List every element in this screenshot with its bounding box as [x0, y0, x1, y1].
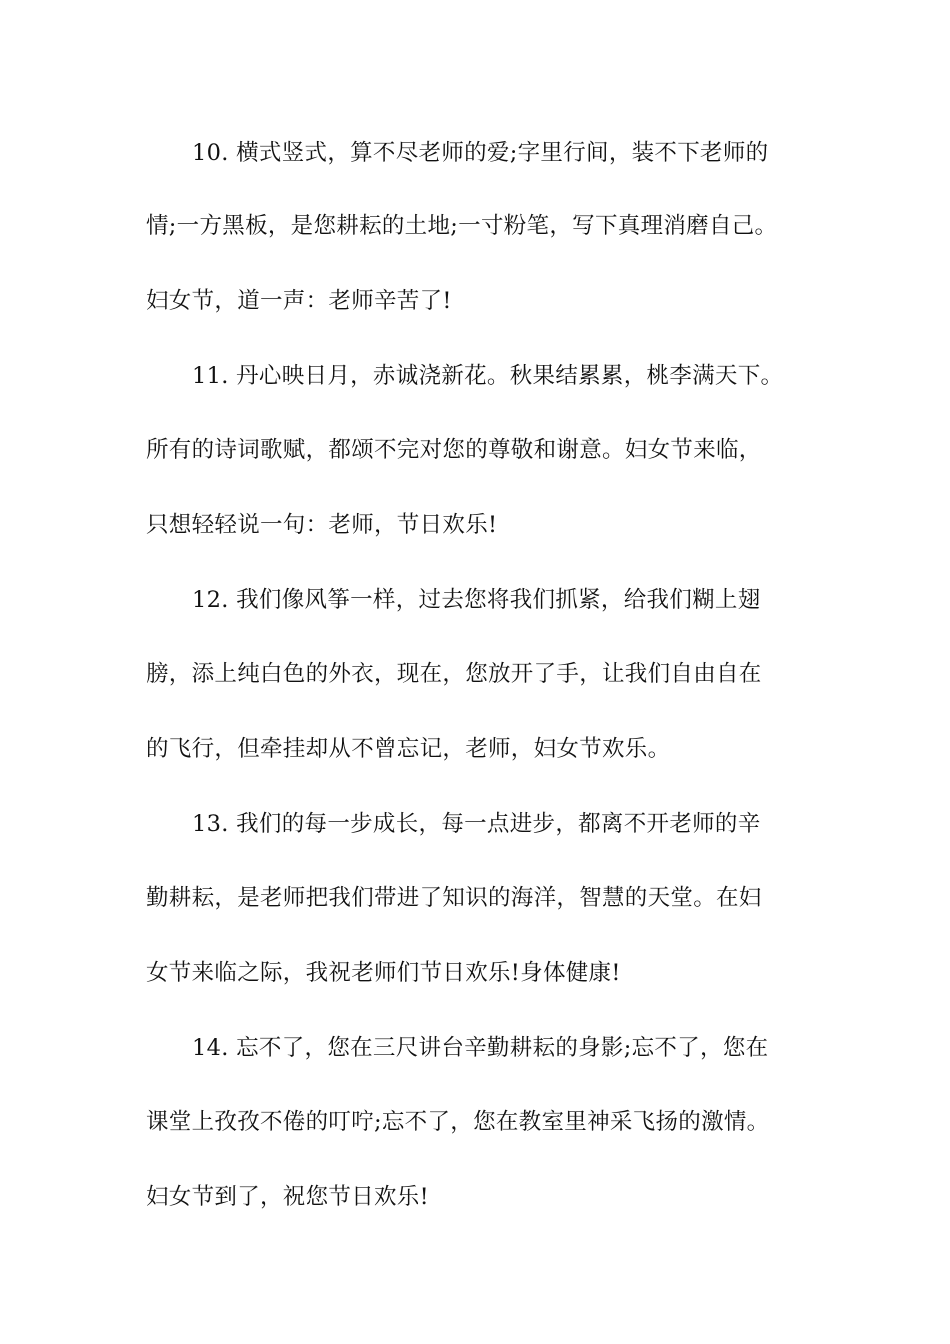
paragraph-12-line-2: 膀，添上纯白色的外衣，现在，您放开了手，让我们自由自在 [146, 661, 762, 687]
paragraph-11-line-2: 所有的诗词歌赋，都颂不完对您的尊敬和谢意。妇女节来临， [146, 437, 762, 463]
paragraph-13-line-3: 女节来临之际，我祝老师们节日欢乐!身体健康! [146, 960, 621, 986]
paragraph-10-line-3: 妇女节，道一声：老师辛苦了! [146, 288, 452, 314]
paragraph-12-line-1: 12. 我们像风筝一样，过去您将我们抓紧，给我们糊上翅 [192, 587, 761, 613]
paragraph-11-line-1: 11. 丹心映日月，赤诚浇新花。秋果结累累，桃李满天下。 [192, 363, 784, 389]
paragraph-13-line-1: 13. 我们的每一步成长，每一点进步，都离不开老师的辛 [192, 811, 761, 837]
paragraph-13-line-2: 勤耕耘，是老师把我们带进了知识的海洋，智慧的天堂。在妇 [146, 885, 762, 911]
paragraph-14-line-1: 14. 忘不了，您在三尺讲台辛勤耕耘的身影;忘不了，您在 [192, 1035, 769, 1061]
paragraph-10-line-1: 10. 横式竖式，算不尽老师的爱;字里行间，装不下老师的 [192, 140, 769, 166]
paragraph-14-line-3: 妇女节到了，祝您节日欢乐! [146, 1184, 429, 1210]
paragraph-14-line-2: 课堂上孜孜不倦的叮咛;忘不了，您在教室里神采飞扬的激情。 [146, 1109, 770, 1135]
paragraph-11-line-3: 只想轻轻说一句：老师，节日欢乐! [146, 512, 498, 538]
paragraph-12-line-3: 的飞行，但牵挂却从不曾忘记，老师，妇女节欢乐。 [146, 736, 671, 762]
paragraph-10-line-2: 情;一方黑板，是您耕耘的土地;一寸粉笔，写下真理消磨自己。 [146, 213, 778, 239]
